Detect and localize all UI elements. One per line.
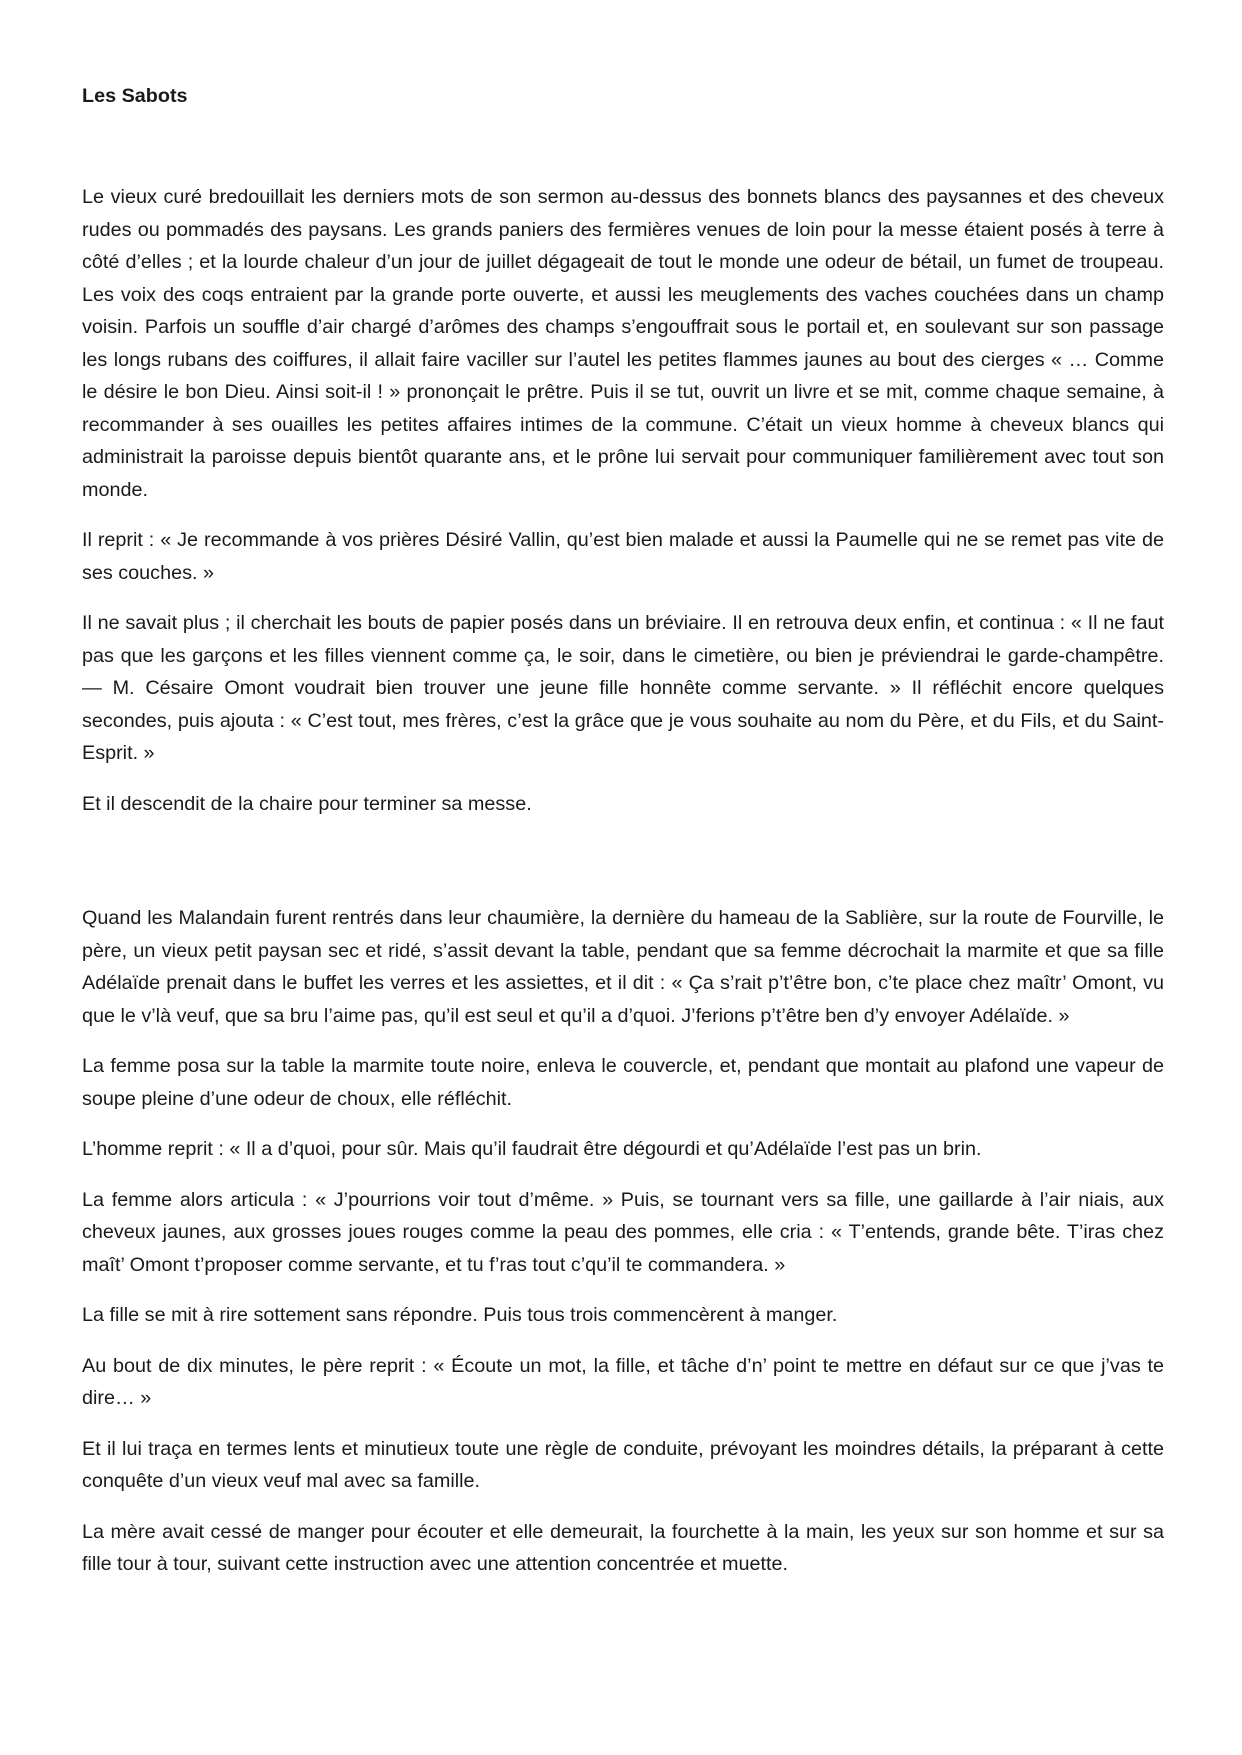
- paragraph: L’homme reprit : « Il a d’quoi, pour sûr. Mais qu’il faudrait être dégourdi et qu’Adélaïde l’est pas un brin.: [82, 1138, 982, 1160]
- paragraph: Quand les Malandain furent rentrés dans leur chaumière, la dernière du hameau de la Sablière, sur la route de Fourville, le père, un vieux petit paysan sec et ridé, s’assit devant la table, pendant que sa femme décrochait la marmite et que sa fille Adélaïde prenait dans le buffet les verres et les assiettes, et il dit : « Ça s’rait p’t’être bon, c’te place chez maîtr’ Omont, vu que le v’là veuf, que sa bru l’aime pas, qu’il est seul et qu’il a d’quoi. J’ferions p’t’être ben d’y envoyer Adélaïde. »: [82, 907, 1164, 1027]
- paragraph: Il ne savait plus ; il cherchait les bouts de papier posés dans un bréviaire. Il en retrouva deux enfin, et continua : « Il ne faut pas que les garçons et les filles viennent comme ça, le soir, dans le cimetière, ou bien je préviendrai le garde-champêtre. — M. Césaire Omont voudrait bien trouver une jeune fille honnête comme servante. » Il réfléchit encore quelques secondes, puis ajouta : « C’est tout, mes frères, c’est la grâce que je vous souhaite au nom du Père, et du Fils, et du Saint-Esprit. »: [82, 612, 1164, 764]
- paragraph: Au bout de dix minutes, le père reprit : « Écoute un mot, la fille, et tâche d’n’ point te mettre en défaut sur ce que j’vas te dire… »: [82, 1354, 1164, 1409]
- paragraph: La femme posa sur la table la marmite toute noire, enleva le couvercle, et, pendant que montait au plafond une vapeur de soupe pleine d’une odeur de choux, elle réfléchit.: [82, 1055, 1164, 1110]
- paragraph: Et il descendit de la chaire pour terminer sa messe.: [82, 792, 532, 815]
- document-body: [82, 181, 1164, 1599]
- paragraph: La fille se mit à rire sottement sans répondre. Puis tous trois commencèrent à manger.: [82, 1304, 838, 1326]
- section-separator: [82, 838, 1164, 902]
- paragraph: La mère avait cessé de manger pour écouter et elle demeurait, la fourchette à la main, les yeux sur son homme et sur sa fille tour à tour, suivant cette instruction avec une attention concentrée et muette.: [82, 1520, 1164, 1575]
- paragraph: Et il lui traça en termes lents et minutieux toute une règle de conduite, prévoyant les moindres détails, la préparant à cette conquête d’un vieux veuf mal avec sa famille.: [82, 1437, 1164, 1492]
- paragraph: Il reprit : « Je recommande à vos prières Désiré Vallin, qu’est bien malade et aussi la Paumelle qui ne se remet pas vite de ses couches. »: [82, 529, 1164, 584]
- paragraph: La femme alors articula : « J’pourrions voir tout d’même. » Puis, se tournant vers sa fille, une gaillarde à l’air niais, aux cheveux jaunes, aux grosses joues rouges comme la peau des pommes, elle cria : « T’entends, grande bête. T’iras chez maît’ Omont t’proposer comme servante, et tu f’ras tout c’qu’il te commandera. »: [82, 1188, 1164, 1276]
- paragraph: Le vieux curé bredouillait les derniers mots de son sermon au-dessus des bonnets blancs des paysannes et des cheveux rudes ou pommadés des paysans. Les grands paniers des fermières venues de loin pour la messe étaient posés à terre à côté d’elles ; et la lourde chaleur d’un jour de juillet dégageait de tout le monde une odeur de bétail, un fumet de troupeau. Les voix des coqs entraient par la grande porte ouverte, et aussi les meuglements des vaches couchées dans un champ voisin. Parfois un souffle d’air chargé d’arômes des champs s’engouffrait sous le portail et, en soulevant sur son passage les longs rubans des coiffures, il allait faire vaciller sur l’autel les petites flammes jaunes au bout des cierges « … Comme le désire le bon Dieu. Ainsi soit-il ! » prononçait le prêtre. Puis il se tut, ouvrit un livre et se mit, comme chaque semaine, à recommander à ses ouailles les petites affaires intimes de la commune. C’était un vieux homme à cheveux blancs qui administrait la paroisse depuis bientôt quarante ans, et le prône lui servait pour communiquer familièrement avec tout son monde.: [82, 186, 1164, 501]
- document-title: Les Sabots: [82, 85, 188, 107]
- document-page: [82, 0, 1164, 1755]
